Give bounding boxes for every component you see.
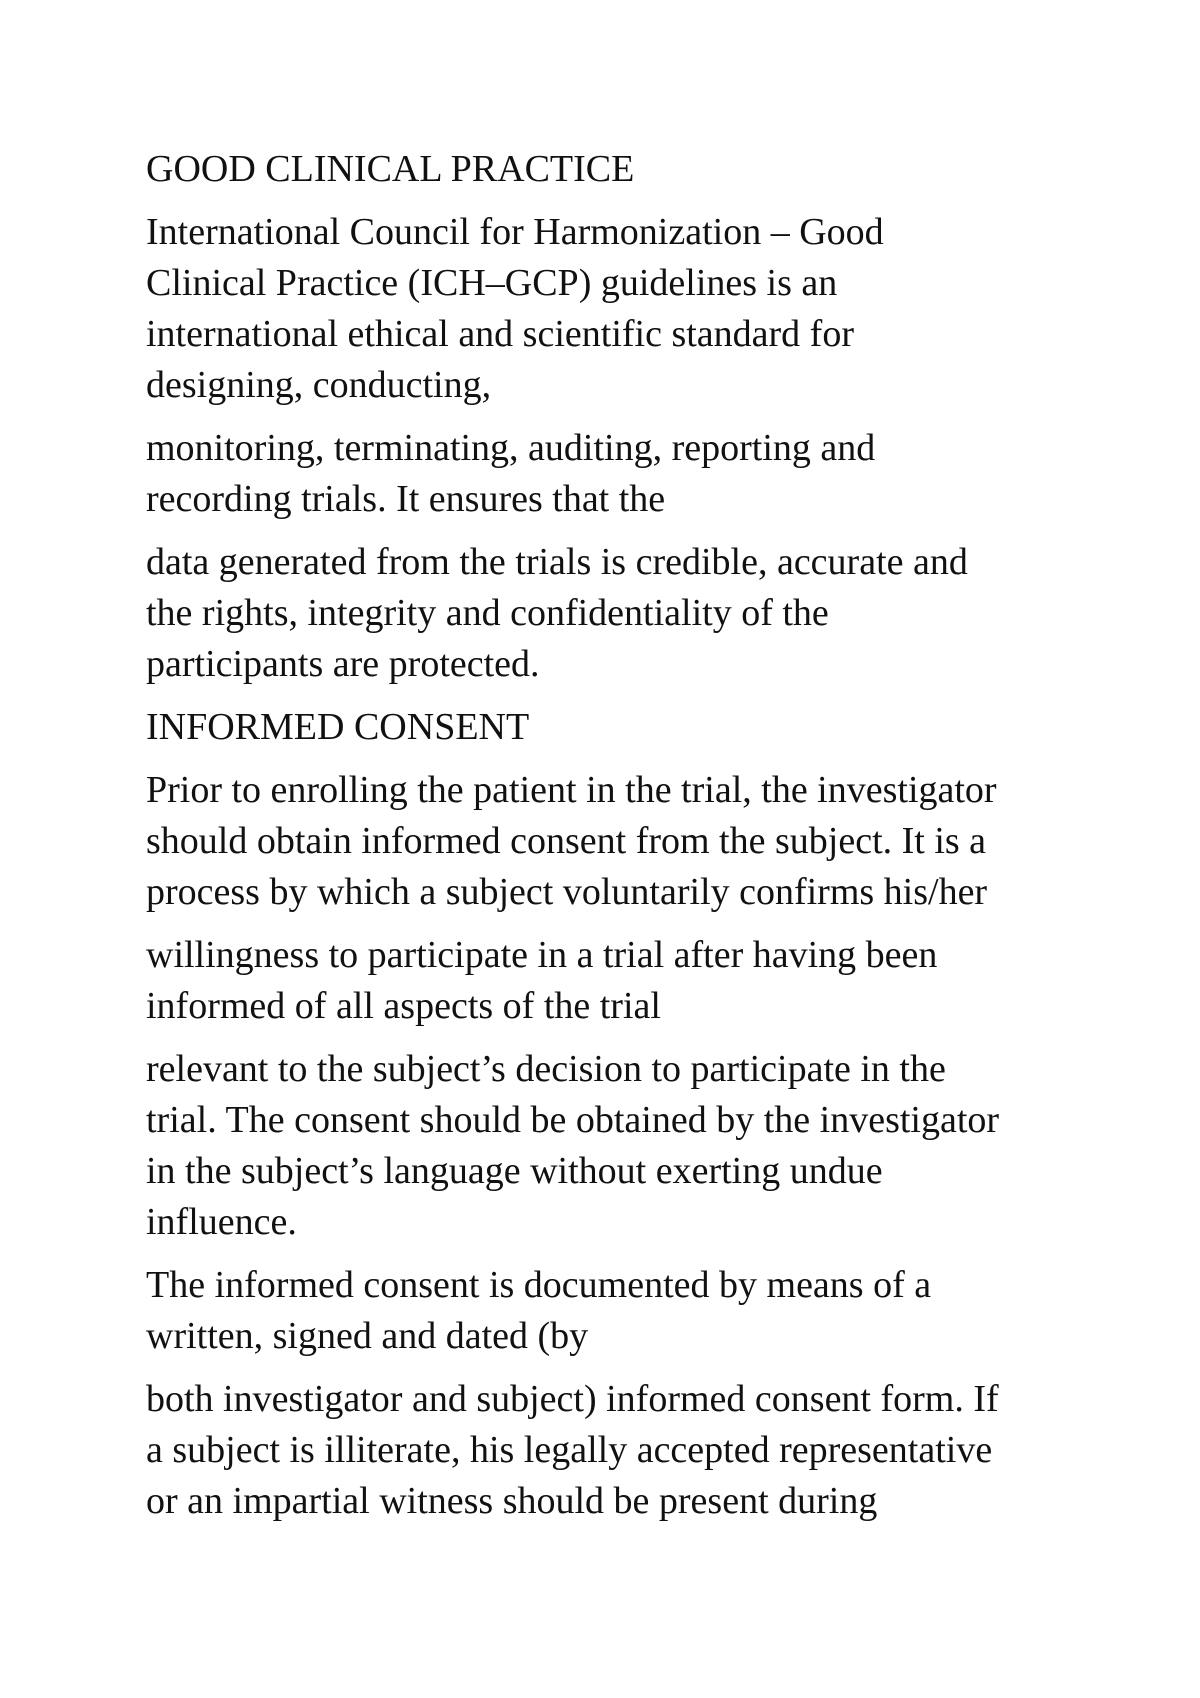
paragraph-consent-illiterate-subject: both investigator and subject) informed consent form. If a subject is illiterate, his legally accepted representative or an impartial witness should be present during (146, 1378, 999, 1522)
section-heading-good-clinical-practice: GOOD CLINICAL PRACTICE (146, 148, 635, 190)
paragraph-ich-gcp-scope: monitoring, terminating, auditing, reporting and recording trials. It ensures that the (146, 427, 876, 520)
section-heading-informed-consent: INFORMED CONSENT (146, 706, 530, 748)
document-body (146, 144, 1086, 1539)
paragraph-consent-language: relevant to the subject’s decision to participate in the trial. The consent should be obtained by the investigator in the subject’s language without exerting undue influence. (146, 1048, 1000, 1243)
paragraph-consent-prior-enrollment: Prior to enrolling the patient in the trial, the investigator should obtain informed consent from the subject. It is a process by which a subject voluntarily confirms his/her (146, 769, 997, 913)
paragraph-consent-willingness: willingness to participate in a trial after having been informed of all aspects of the trial (146, 934, 938, 1027)
paragraph-data-credibility: data generated from the trials is credible, accurate and the rights, integrity and confidentiality of the participants are protected. (146, 541, 968, 685)
paragraph-ich-gcp-definition: International Council for Harmonization – Good Clinical Practice (ICH–GCP) guidelines is an international ethical and scientific standard for designing, conducting, (146, 211, 884, 406)
paragraph-consent-documentation: The informed consent is documented by means of a written, signed and dated (by (146, 1264, 932, 1357)
